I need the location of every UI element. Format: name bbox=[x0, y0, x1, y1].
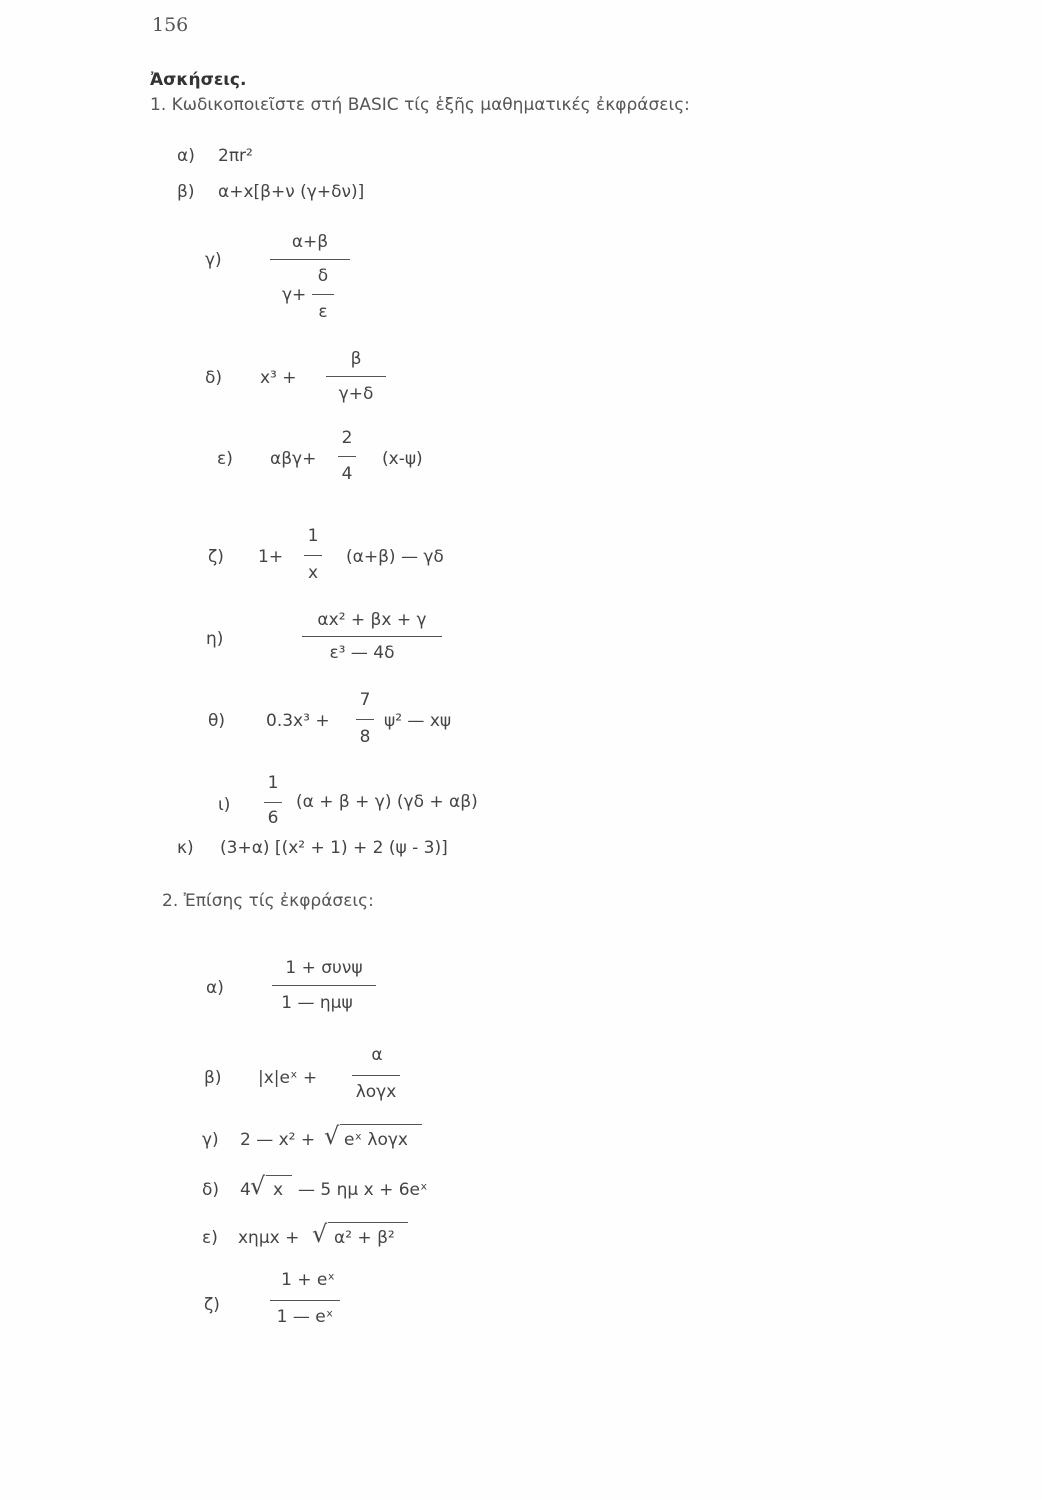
ex1-z-fraction-bar bbox=[304, 555, 322, 556]
ex1-i-label: ι) bbox=[218, 795, 231, 815]
ex2-e-label: ε) bbox=[202, 1228, 218, 1248]
ex2-a-label: α) bbox=[206, 978, 224, 998]
section-title: Ἀσκήσεις. bbox=[150, 70, 247, 90]
ex2-d-label: δ) bbox=[202, 1180, 220, 1200]
ex2-g-sqrt-bar bbox=[340, 1124, 422, 1125]
ex1-g-den-lead: γ+ bbox=[282, 285, 307, 305]
ex2-z-fraction-bar bbox=[270, 1300, 340, 1301]
ex1-i-tail: (α + β + γ) (γδ + αβ) bbox=[296, 792, 478, 812]
ex2-g-sqrt-icon: √ bbox=[324, 1122, 340, 1150]
ex1-d-numerator: β bbox=[350, 349, 362, 369]
ex2-e-lead: xημx + bbox=[238, 1228, 300, 1248]
ex1-z-label: ζ) bbox=[208, 547, 224, 567]
ex1-z-numerator: 1 bbox=[307, 526, 319, 546]
ex2-e-sqrt-icon: √ bbox=[312, 1220, 328, 1248]
ex1-g-fraction-bar bbox=[270, 259, 350, 260]
ex2-z-label: ζ) bbox=[204, 1295, 220, 1315]
ex1-g-inner-denominator: ε bbox=[318, 302, 328, 322]
ex2-a-numerator: 1 + συνψ bbox=[285, 958, 363, 978]
ex1-th-lead: 0.3x³ + bbox=[266, 711, 330, 731]
ex2-z-denominator: 1 — eˣ bbox=[276, 1307, 334, 1327]
ex1-e-tail: (x-ψ) bbox=[382, 449, 423, 469]
ex1-e-fraction-bar bbox=[338, 456, 356, 457]
ex2-b-lead: |x|eˣ + bbox=[258, 1068, 318, 1088]
ex1-b-label: β) bbox=[177, 182, 195, 202]
ex1-i-fraction-bar bbox=[264, 802, 282, 803]
ex1-h-label: η) bbox=[206, 629, 224, 649]
ex2-b-label: β) bbox=[204, 1068, 222, 1088]
ex2-d-lead: 4 bbox=[240, 1180, 251, 1200]
ex2-d-radicand: x bbox=[273, 1180, 284, 1200]
ex1-th-fraction-bar bbox=[356, 719, 374, 720]
ex2-g-radicand: eˣ λογx bbox=[344, 1130, 408, 1150]
ex1-th-numerator: 7 bbox=[359, 690, 371, 710]
ex1-b-expr: α+x[β+ν (γ+δν)] bbox=[218, 182, 365, 202]
ex1-e-denominator: 4 bbox=[341, 464, 353, 484]
ex2-e-sqrt-bar bbox=[328, 1222, 408, 1223]
ex1-z-denominator: x bbox=[307, 563, 319, 583]
ex2-d-sqrt-bar bbox=[266, 1175, 292, 1176]
ex1-e-lead: αβγ+ bbox=[270, 449, 317, 469]
ex1-z-tail: (α+β) — γδ bbox=[346, 547, 444, 567]
ex2-g-label: γ) bbox=[202, 1130, 219, 1150]
exercise1-intro: 1. Κωδικοποιεῖστε στή BASIC τίς ἑξῆς μαθηματικές ἐκφράσεις: bbox=[150, 95, 690, 115]
ex2-a-fraction-bar bbox=[272, 985, 376, 986]
ex1-d-fraction-bar bbox=[326, 376, 386, 377]
ex2-z-numerator: 1 + eˣ bbox=[281, 1270, 335, 1290]
ex1-k-label: κ) bbox=[177, 838, 194, 858]
ex1-g-inner-bar bbox=[312, 294, 334, 295]
ex1-h-numerator: αx² + βx + γ bbox=[317, 610, 427, 630]
ex1-g-numerator: α+β bbox=[291, 232, 329, 252]
ex2-b-denominator: λογx bbox=[355, 1082, 397, 1102]
ex2-d-sqrt-icon: √ bbox=[250, 1172, 266, 1200]
ex1-h-denominator: ε³ — 4δ bbox=[329, 643, 395, 663]
ex1-th-tail: ψ² — xψ bbox=[384, 711, 452, 731]
ex1-e-label: ε) bbox=[217, 449, 233, 469]
ex2-e-radicand: α² + β² bbox=[334, 1228, 395, 1248]
ex1-th-denominator: 8 bbox=[359, 727, 371, 747]
ex1-th-label: θ) bbox=[208, 711, 226, 731]
ex1-z-lead: 1+ bbox=[258, 547, 284, 567]
ex1-d-denominator: γ+δ bbox=[338, 384, 374, 404]
page-number: 156 bbox=[152, 14, 189, 36]
ex1-k-expr: (3+α) [(x² + 1) + 2 (ψ - 3)] bbox=[220, 838, 448, 858]
ex2-d-tail: — 5 ημ x + 6eˣ bbox=[298, 1180, 428, 1200]
exercise2-intro: 2. Ἐπίσης τίς ἐκφράσεις: bbox=[162, 891, 374, 911]
ex2-b-numerator: α bbox=[371, 1045, 383, 1065]
ex1-h-fraction-bar bbox=[302, 636, 442, 637]
ex1-d-label: δ) bbox=[205, 368, 223, 388]
ex1-g-inner-numerator: δ bbox=[317, 266, 329, 286]
ex2-b-fraction-bar bbox=[352, 1075, 400, 1076]
ex1-a-expr: 2πr² bbox=[218, 146, 253, 166]
ex1-a-label: α) bbox=[177, 146, 195, 166]
ex2-a-denominator: 1 — ημψ bbox=[281, 993, 353, 1013]
ex1-i-denominator: 6 bbox=[267, 808, 279, 828]
ex1-d-lead: x³ + bbox=[260, 368, 297, 388]
ex1-g-label: γ) bbox=[205, 250, 222, 270]
ex1-e-numerator: 2 bbox=[341, 428, 353, 448]
ex1-i-numerator: 1 bbox=[267, 773, 279, 793]
ex2-g-lead: 2 — x² + bbox=[240, 1130, 316, 1150]
